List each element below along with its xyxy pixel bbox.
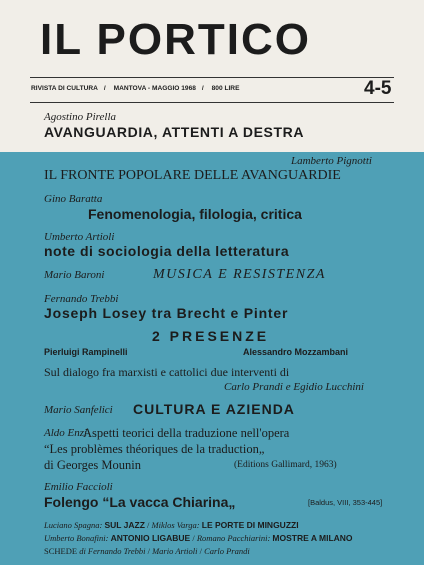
footer-author: Miklos Varga: [151, 520, 200, 530]
article-title: MUSICA E RESISTENZA [153, 267, 326, 282]
magazine-subtitle: RIVISTA DI CULTURA [31, 85, 98, 92]
article-author: Umberto Artioli [44, 231, 115, 243]
article-title-line: di Georges Mounin [44, 458, 141, 472]
article-title: Fenomenologia, filologia, critica [88, 206, 302, 222]
article-title: Sul dialogo fra marxisti e cattolici due interventi di [44, 365, 290, 379]
footer-title: LE PORTE DI MINGUZZI [201, 520, 299, 530]
issue-number: 4-5 [364, 78, 392, 99]
footer-author: Mario Artioli [152, 546, 198, 556]
footer-author: Luciano Spagna: [44, 520, 103, 530]
article-author: Pierluigi Rampinelli [44, 347, 128, 357]
article-title: 2 PRESENZE [152, 328, 270, 344]
footer-author: Carlo Prandi [204, 546, 250, 556]
article-author: Lamberto Pignotti [291, 155, 372, 167]
article-author: Agostino Pirella [44, 111, 117, 123]
footer-row-1: Luciano Spagna: SUL JAZZ / Miklos Varga: LE PORTE DI MINGUZZI [44, 520, 299, 530]
article-title: IL FRONTE POPOLARE DELLE AVANGUARDIE [44, 168, 341, 183]
article-title: note di sociologia della letteratura [44, 243, 290, 259]
masthead-line: RIVISTA DI CULTURA / MANTOVA - MAGGIO 1968 / 800 LIRE [31, 85, 240, 92]
footer-title: ANTONIO LIGABUE [110, 533, 191, 543]
cover-header [0, 0, 424, 152]
article-author: Carlo Prandi e Egidio Lucchini [224, 381, 364, 393]
article-author: Gino Baratta [44, 193, 103, 205]
article-author: Aldo Enzi [44, 427, 88, 439]
place-date: MANTOVA - MAGGIO 1968 [113, 85, 196, 92]
footer-title: MOSTRE A MILANO [272, 533, 353, 543]
article-author: Emilio Faccioli [44, 481, 113, 493]
article-author: Fernando Trebbi [44, 293, 119, 305]
footer-author: Romano Pacchiarini: [196, 533, 271, 543]
article-note: (Editions Gallimard, 1963) [234, 460, 337, 470]
footer-label: SCHEDE [44, 546, 78, 556]
article-author: Mario Baroni [44, 269, 105, 281]
article-title-line: Aspetti teorici della traduzione nell'opera [83, 426, 290, 440]
footer-row-2: Umberto Bonafini: ANTONIO LIGABUE / Romano Pacchiarini: MOSTRE A MILANO [44, 533, 353, 543]
magazine-title: IL PORTICO [40, 15, 311, 64]
footer-title: SUL JAZZ [104, 520, 145, 530]
article-title: Folengo “La vacca Chiarina„ [44, 494, 236, 510]
footer-author: Umberto Bonafini: [44, 533, 109, 543]
article-note: [Baldus, VIII, 353-445] [308, 498, 383, 507]
article-author: Alessandro Mozzambani [243, 347, 349, 357]
contents-panel [0, 152, 424, 565]
article-title: CULTURA E AZIENDA [133, 401, 295, 417]
header-rule-bottom [30, 102, 394, 103]
price: 800 LIRE [211, 85, 240, 92]
footer-row-3: SCHEDE di Fernando Trebbi / Mario Artioli / Carlo Prandi [44, 546, 250, 556]
article-author: Mario Sanfelici [44, 404, 113, 416]
article-title-line: “Les problèmes théoriques de la traduction„ [44, 442, 265, 456]
header-rule-top [30, 77, 394, 78]
footer-author: di Fernando Trebbi [79, 546, 146, 556]
article-title: AVANGUARDIA, ATTENTI A DESTRA [44, 124, 305, 140]
article-title: Joseph Losey tra Brecht e Pinter [44, 305, 289, 321]
